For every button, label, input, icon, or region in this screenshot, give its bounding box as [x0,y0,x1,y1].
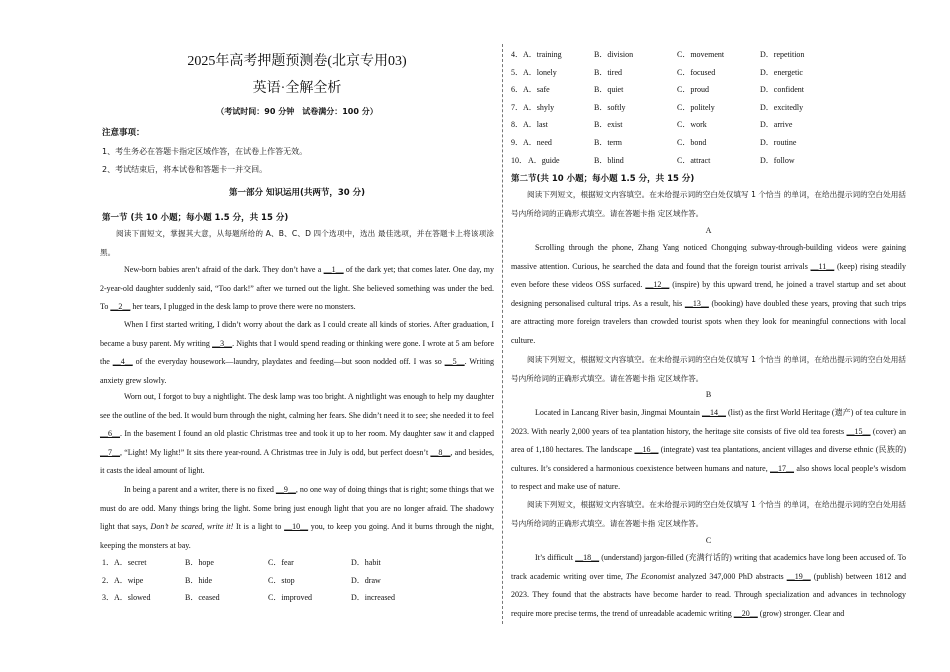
blank-3: __3__ [212,338,233,348]
blank-15: __15__ [846,426,871,436]
blank-14: __14__ [701,408,726,417]
passage-label-a: A [705,226,712,235]
blank-13: __13__ [684,298,709,308]
cloze-paragraph-2: When I first started writing, I didn’t worry about the dark as I could create all kinds of stories. After graduation, I became a busy parent. My writing __3__. Nights that I would spend reading or thinking were gone. I wrote at 5 am before the __4__ of the everyday housework—laundry, playdates and feeding—but soon nodded off. I was so __5__. Writing anxiety grew slowly. [100,320,494,385]
exam-info: （考试时间：90 分钟 试卷满分：100 分） [216,107,378,116]
page-subtitle: 英语·全解全析 [252,81,342,96]
option-row: 9． A．need B．term C．bond D．routine [511,137,797,147]
blank-6: __6__ [100,429,120,439]
blank-1: __1__ [323,265,344,274]
column-divider [502,44,504,624]
option-row: 3． A．slowed B．ceased C．improved D．increased [102,593,395,603]
passage-b: Located in Lancang River basin, Jingmai Mountain __14__ (list) as the first World Heritage (遗产) of tea culture in 2023. With nearly 2,000 years of tea plantation history, the heritage site consists of five old tea forests __15__ (cover) an area of 1,180 hectares. The landscape __16__ (integrate) vast tea plantations, ancient villages and diverse ethnic (民族的) cultures. It’s considered a harmonious coexistence between humans and nature, __17__ also shows local people’s wisdom to respect and make use of nature. [511,408,907,492]
passage-c: It’s difficult __18__ (understand) jargon-filled (充满行话的) writing that academics have long been accused of. To track academic writing over time, The Economist analyzed 347,000 PhD abstracts __19__ (publish) between 1812 and 2023. They found that the abstracts have become harder to read. Through specialization and advances in technology require more precise terms, the trend of unreadable academic writing __20__ (grow) stronger. Clear and [511,553,906,618]
blank-19: __19__ [786,571,811,581]
option-row: 7． A．shyly B．softly C．politely D．excitedly [511,102,804,112]
blank-10: __10__ [284,522,309,532]
blank-9: __9__ [275,485,296,494]
section2-instruction-c: 阅读下列短文，根据短文内容填空。在未给提示词的空白处仅填写 1 个恰当 的单词，在给出提示词的空白处用括号内所给词的正确形式填空。请在答题卡指 定区域作答。 [511,500,906,528]
blank-2: __2__ [110,302,131,312]
page-title: 2025年高考押题预测卷(北京专用03) [187,54,407,69]
option-row: 4． A．training B．division C．movement D．repetition [511,50,805,59]
cloze-paragraph-1: New-born babies aren’t afraid of the dark. They don’t have a __1__ of the dark yet; that comes later. One day, my 2-year-old daughter suddenly said, “Too dark!” after we turned out the light. She believed something was under the bed. To __2__ her tears, I plugged in the desk lamp to prove there were no monsters. [100,265,495,312]
notes-heading: 注意事项： [102,128,145,138]
blank-8: __8__ [430,447,451,457]
blank-18: __18__ [575,553,600,562]
section2-instruction: 阅读下列短文，根据短文内容填空。在未给提示词的空白处仅填写 1 个恰当 的单词，在给出提示词的空白处用括号内所给词的正确形式填空。请在答题卡指 定区域作答。 [511,190,906,218]
option-row: 8． A．last B．exist C．work D．arrive [511,120,793,130]
options-right [511,46,901,169]
blank-5: __5__ [444,357,465,367]
blank-11: __11__ [810,261,835,271]
option-row: 2． A．wipe B．hide C．stop D．draw [102,575,381,585]
part1-heading: 第一部分 知识运用(共两节，30 分) [228,188,366,198]
note-item-1: 1、考生务必在答题卡指定区域作答，在试卷上作答无效。 [102,147,308,156]
passage-label-c: C [705,536,712,545]
option-row: 1． A．secret B．hope C．fear D．habit [102,558,381,567]
section2-instruction-b: 阅读下列短文，根据短文内容填空。在未给提示词的空白处仅填写 1 个恰当 的单词，在给出提示词的空白处用括号内所给词的正确形式填空。请在答题卡指 定区域作答。 [511,355,906,383]
blank-7: __7__ [100,447,120,457]
blank-12: __12__ [645,280,670,290]
options-left [102,554,492,607]
option-row: 10． A．guide B．blind C．attract D．follow [511,155,795,165]
option-row: 5． A．lonely B．tired C．focused D．energetic [511,67,803,77]
cloze-paragraph-3: Worn out, I forgot to buy a nightlight. The desk lamp was too bright. A nightlight was enough to help my daughter see the outline of the bed. It would burn through the night, calming her fears. She didn’t need it to see; she needed it to feel __6__. In the basement I found an old plastic Christmas tree and took it up to her room. My daughter saw it and clapped __7__, “Light! My light!” It sits there year-round. A Christmas tree in July is odd, but perfect doesn’t __8__, and besides, it casts the ideal amount of light. [100,392,495,476]
cloze-paragraph-4: In being a parent and a writer, there is no fixed __9__, no one way of doing things that is right; some things that we must do are odd. Many things bring the light. Some bring just enough light that you are no longer afraid. The shadowy light that says, Don’t be scared, write it! It is a light to __10__ you, to keep you going. And it burns through the night, keeping the monsters at bay. [100,485,494,550]
section2-heading: 第二节(共 10 小题；每小题 1.5 分，共 15 分) [511,174,695,184]
section1-heading: 第一节 (共 10 小题；每小题 1.5 分，共 15 分) [102,213,289,223]
option-row: 6． A．safe B．quiet C．proud D．confident [511,85,804,95]
note-item-2: 2、考试结束后，将本试卷和答题卡一并交回。 [102,165,268,174]
section1-instruction: 阅读下面短文，掌握其大意，从每题所给的 A、B、C、D 四个选项中，选出 最佳选项，并在答题卡上将该项涂黑。 [100,229,494,257]
blank-20: __20__ [733,608,758,618]
blank-4: __4__ [112,357,133,367]
passage-a: Scrolling through the phone, Zhang Yang noticed Chongqing subway-through-building videos were gaining massive attention. Curious, he searched the data and found that the foreign tourist arrivals __11__ (keep) rising steadily even before these videos OSS surfaced. __12__ (inspire) by this upward trend, he joined a travel startup and set about designing personalised cultural trips. As a result, his __13__ (booking) have doubled these years, proving that such trips are attracting more foreign travelers than crowded tourist spots when they look for meaningful connections with local culture. [511,243,907,345]
blank-16: __16__ [634,445,659,455]
passage-label-b: B [705,390,712,399]
blank-17: __17__ [770,463,795,473]
